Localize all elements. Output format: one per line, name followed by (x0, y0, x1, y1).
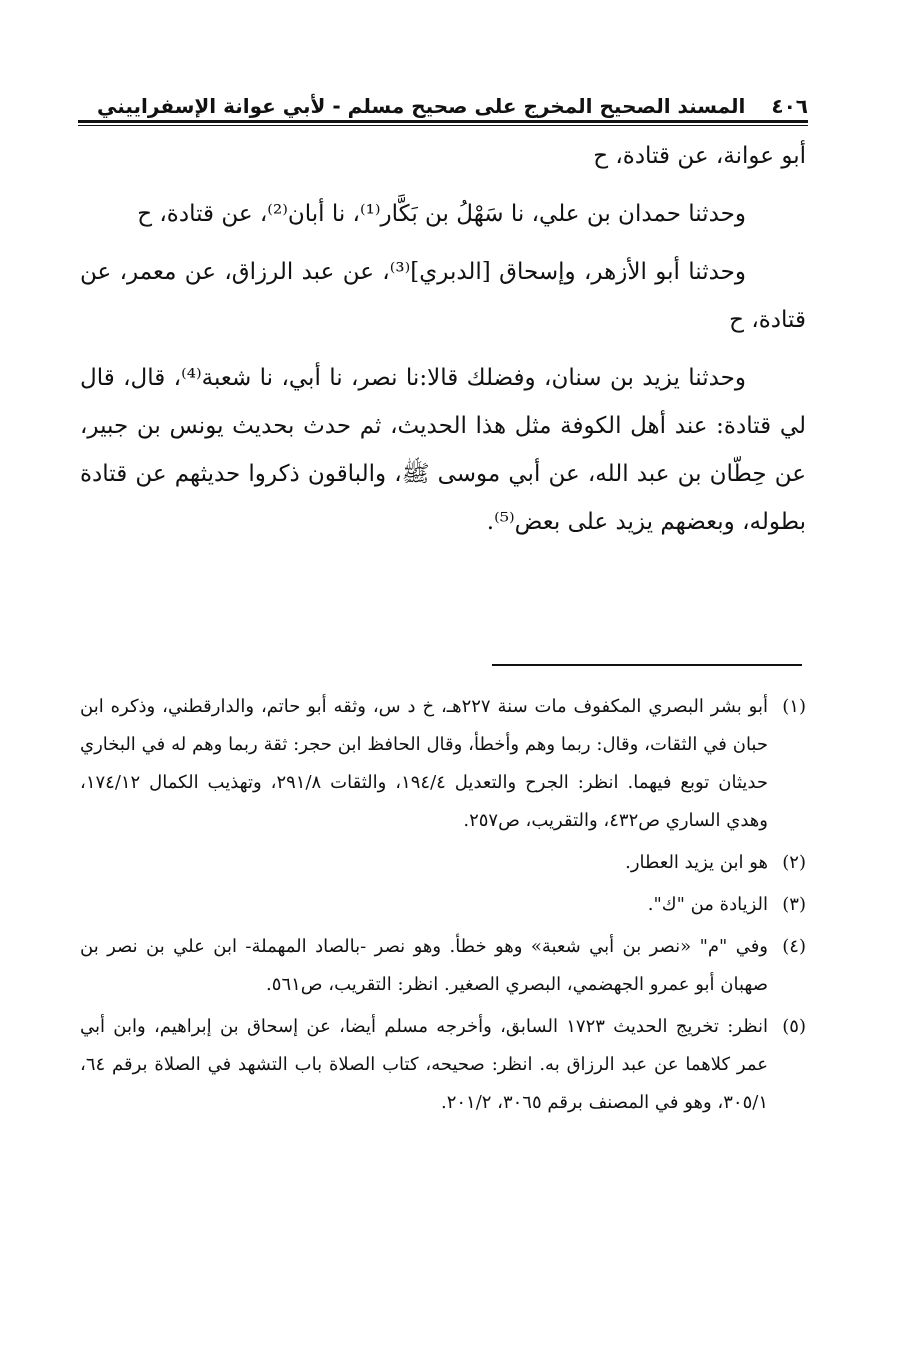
footnote-text: وفي "م" «نصر بن أبي شعبة» وهو خطأ. وهو نصر -بالصاد المهملة- ابن علي بن نصر بن صهبان أبو عمرو الجهضمي، البصري الصغير. انظر: التقريب، ص٥٦١. (80, 936, 768, 995)
paragraph-4: وحدثنا يزيد بن سنان، وفضلك قالا:نا نصر، نا أبي، نا شعبة⁽⁴⁾، قال، قال لي قتادة: عند أهل الكوفة مثل هذا الحديث، ثم حدث بحديث يونس بن جبير، عن حِطّان بن عبد الله، عن أبي موسى ﷺ، والباقون ذكروا حديثهم عن قتادة بطوله، وبعضهم يزيد على بعض⁽⁵⁾. (80, 365, 806, 535)
running-title: المسند الصحيح المخرج على صحيح مسلم - لأبي عوانة الإسفراييني (96, 94, 746, 118)
paragraph-2: وحدثنا حمدان بن علي، نا سَهْلُ بن بَكَّار⁽¹⁾، نا أبان⁽²⁾، عن قتادة، ح (137, 201, 746, 227)
footnote-text: هو ابن يزيد العطار. (625, 852, 768, 873)
paragraph-3: وحدثنا أبو الأزهر، وإسحاق [الدبري]⁽³⁾، عن عبد الرزاق، عن معمر، عن قتادة، ح (80, 259, 806, 333)
footnote-number: (٥) (782, 1016, 806, 1037)
footnote-5 (80, 1008, 806, 1122)
footnote-number: (٤) (782, 936, 806, 957)
footnote-1 (80, 688, 806, 840)
footnote-number: (١) (782, 696, 806, 717)
footnote-separator (492, 664, 802, 666)
footnote-text: انظر: تخريج الحديث ١٧٢٣ السابق، وأخرجه مسلم أيضا، عن إسحاق بن إبراهيم، وابن أبي عمر كلاهما عن عبد الرزاق به. انظر: صحيحه، كتاب الصلاة باب التشهد في الصلاة برقم ٦٤، ٣٠٥/١، وهو في المصنف برقم ٣٠٦٥، ٢٠١/٢. (80, 1016, 768, 1113)
footnote-4 (80, 928, 806, 1004)
footnote-text: الزيادة من "ك". (647, 894, 768, 915)
running-header (78, 76, 808, 120)
footnote-3 (80, 886, 806, 924)
paragraph-1: أبو عوانة، عن قتادة، ح (593, 143, 806, 169)
footnote-number: (٣) (782, 894, 806, 915)
footnotes (80, 688, 806, 1126)
footnote-2 (80, 844, 806, 882)
header-rule (78, 120, 808, 126)
footnote-number: (٢) (782, 852, 806, 873)
main-text (80, 132, 806, 546)
page-number: ٤٠٦ (771, 94, 808, 118)
footnote-text: أبو بشر البصري المكفوف مات سنة ٢٢٧هـ، خ د س، وثقه أبو حاتم، والدارقطني، وذكره ابن حبان في الثقات، وقال: ربما وهم وأخطأ، وقال الحافظ ابن حجر: ثقة ربما وهم له في البخاري حديثان توبع فيهما. انظر: الجرح والتعديل ١٩٤/٤، والثقات ٢٩١/٨، وتهذيب الكمال ١٧٤/١٢، وهدي الساري ص٤٣٢، والتقريب، ص٢٥٧. (80, 696, 768, 831)
